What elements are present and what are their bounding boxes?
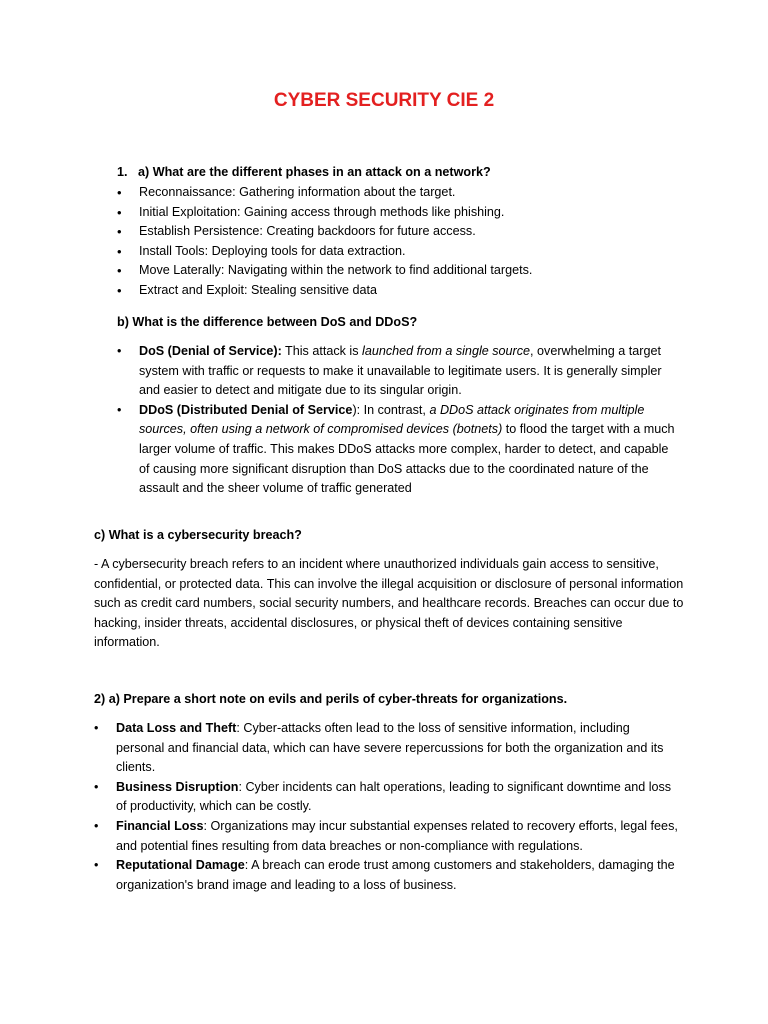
q2-heading: 2) a) Prepare a short note on evils and perils of cyber-threats for organizations. — [94, 692, 568, 706]
dos-emphasis: launched from a single source — [362, 344, 531, 358]
bullet: • — [117, 224, 122, 240]
list-item — [94, 856, 678, 895]
list-item-text: Extract and Exploit: Stealing sensitive data — [139, 282, 378, 297]
ddos-text-1: ): In contrast, — [352, 402, 430, 417]
q1-number: 1. — [117, 165, 128, 179]
list-item — [94, 719, 678, 778]
threat-term: Business Disruption — [116, 779, 239, 794]
bullet: • — [117, 243, 122, 259]
list-item-dos — [117, 342, 677, 401]
bullet: • — [117, 282, 122, 298]
list-item — [94, 778, 678, 817]
threat-text: : Cyber-attacks often lead to the loss of sensitive information, including personal and financial data, which can have severe repercussions for both the organization and its clients. — [116, 721, 664, 775]
threat-text: : A breach can erode trust among customers and stakeholders, damaging the organization's brand image and leading to a loss of business. — [116, 858, 675, 892]
list-item-text: Install Tools: Deploying tools for data extraction. — [139, 243, 406, 258]
list-item-text: Reconnaissance: Gathering information about the target. — [139, 185, 456, 199]
document-title: CYBER SECURITY CIE 2 — [273, 90, 495, 111]
ddos-emphasis: a DDoS attack originates from multiple sources, often using a network of compromised devices (botnets) — [139, 402, 645, 437]
list-item-text: Move Laterally: Navigating within the network to find additional targets. — [139, 263, 533, 278]
q1c-answer: - A cybersecurity breach refers to an incident where unauthorized individuals gain access to sensitive, confidential, or protected data. This can involve the illegal acquisition or disclosure of personal information such as credit card numbers, social security numbers, and healthcare records. Breaches can occur due to hacking, insider threats, accidental disclosures, or physical theft of devices containing sensitive information. — [94, 557, 684, 650]
bullet: • — [94, 818, 99, 833]
bullet: • — [117, 344, 122, 358]
threat-text: : Cyber incidents can halt operations, leading to significant downtime and loss of productivity, which can be costly. — [116, 779, 672, 814]
list-item-text: Initial Exploitation: Gaining access through methods like phishing. — [139, 204, 505, 219]
bullet: • — [117, 263, 122, 279]
threat-term: Financial Loss — [116, 818, 204, 833]
bullet: • — [117, 185, 122, 200]
bullet: • — [94, 858, 99, 873]
bullet: • — [117, 204, 122, 220]
list-item — [117, 203, 677, 223]
threat-text: : Organizations may incur substantial expenses related to recovery efforts, legal fees, and potential fines resulting from data breaches or non-compliance with regulations. — [116, 818, 678, 853]
ddos-text-2: to flood the target with a much larger volume of traffic. This makes DDoS attacks more complex, harder to detect, and capable of causing more significant disruption than DoS attacks due to the coordinated nature of the assault and the sheer volume of traffic generated — [139, 422, 675, 496]
bullet: • — [117, 402, 122, 417]
bullet: • — [94, 721, 99, 735]
threat-term: Data Loss and Theft — [116, 721, 237, 735]
list-item — [94, 817, 678, 856]
list-item — [117, 183, 677, 203]
ddos-term: DDoS (Distributed Denial of Service — [139, 402, 353, 417]
list-item-text: Establish Persistence: Creating backdoors for future access. — [139, 224, 476, 239]
list-item — [117, 222, 677, 242]
q1-heading-text: a) What are the different phases in an attack on a network? — [138, 165, 491, 179]
threat-term: Reputational Damage — [116, 858, 245, 873]
dos-text-2: , overwhelming a target system with traffic or requests to make it unavailable to legitimate users. It is generally simpler and easier to detect and mitigate due to its singular origin. — [139, 344, 662, 398]
dos-ddos-list — [117, 342, 677, 499]
q1-heading — [117, 163, 677, 183]
list-item — [117, 242, 677, 262]
dos-text-1: This attack is — [281, 344, 363, 358]
dos-term: DoS (Denial of Service): — [139, 344, 282, 358]
list-item-ddos — [117, 401, 677, 499]
q1b-heading: b) What is the difference between DoS and DDoS? — [117, 315, 418, 329]
attack-phases-list — [117, 183, 677, 301]
list-item — [117, 281, 677, 301]
cyber-threats-list — [94, 719, 678, 895]
q1c-heading: c) What is a cybersecurity breach? — [94, 528, 302, 542]
bullet: • — [94, 779, 99, 794]
list-item — [117, 261, 677, 281]
